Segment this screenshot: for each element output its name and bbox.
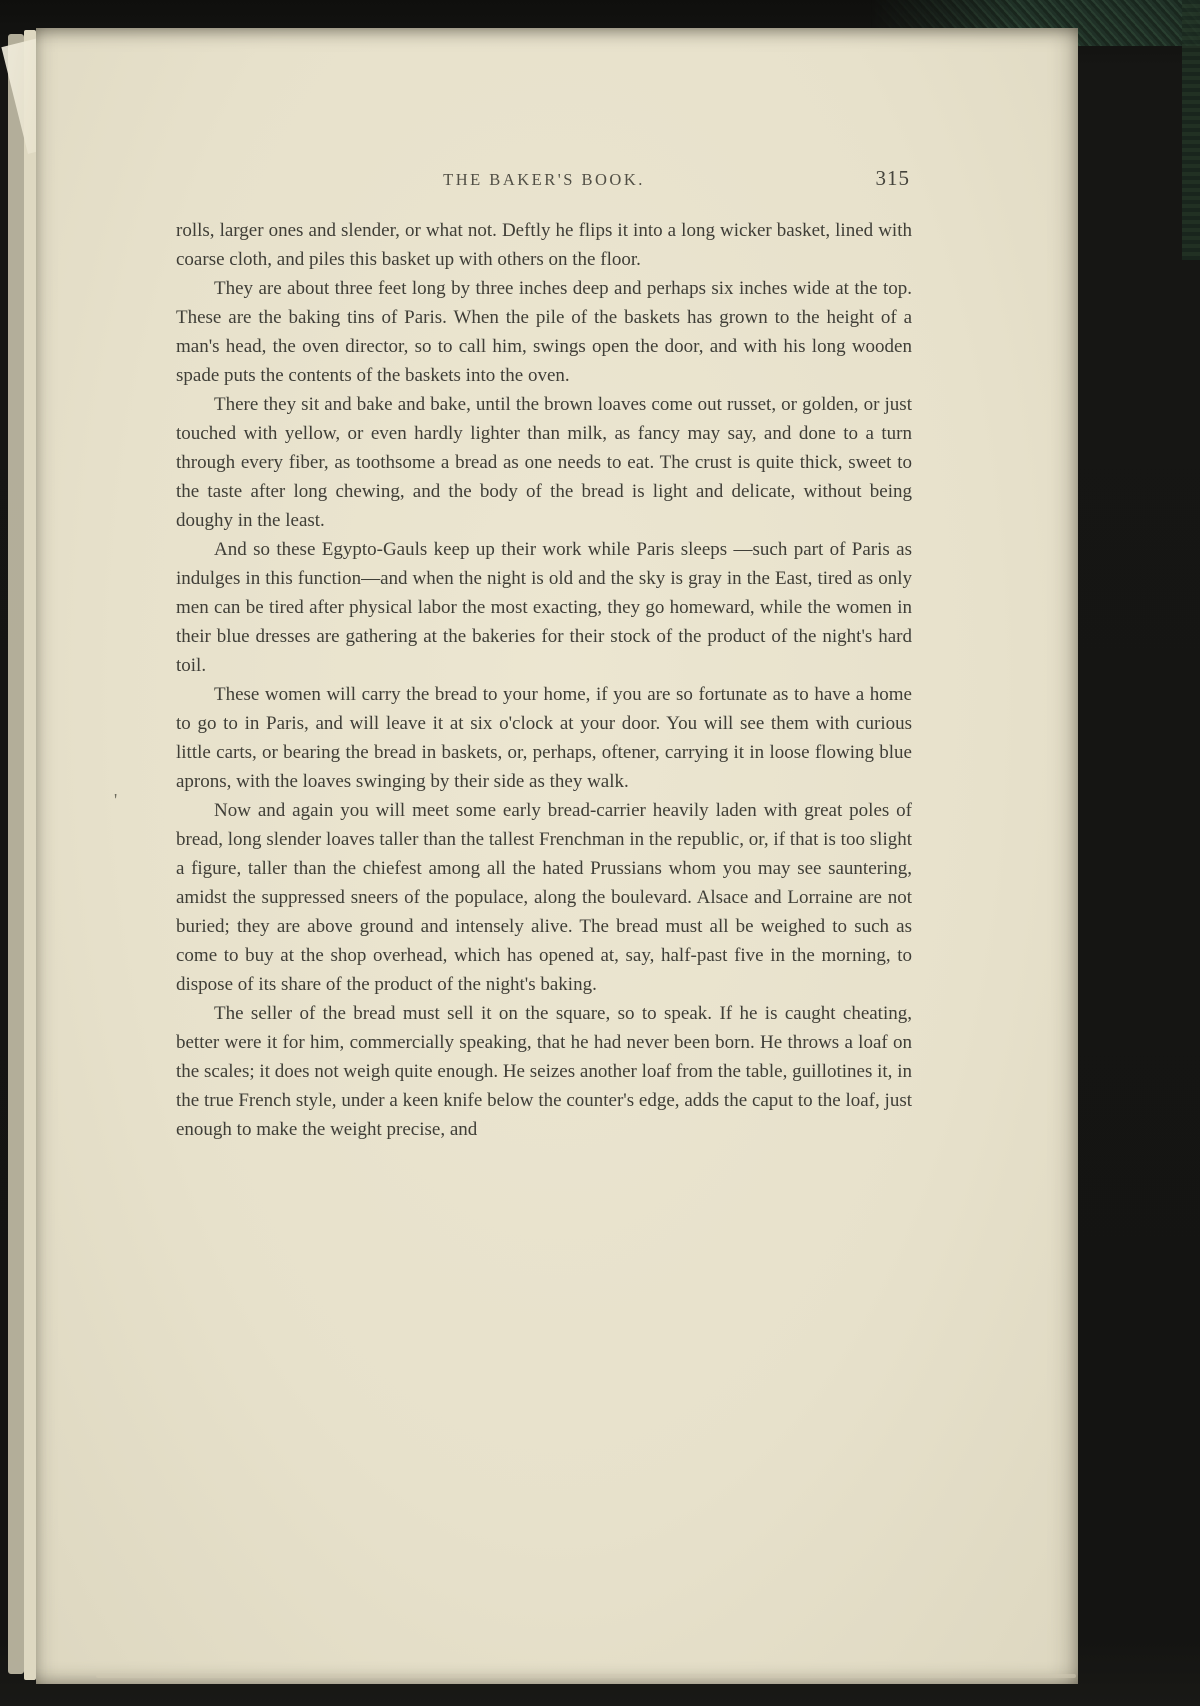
book-page	[36, 28, 1078, 1684]
text-block	[176, 166, 912, 1144]
page-header	[176, 166, 912, 204]
paragraph: rolls, larger ones and slender, or what not. Deftly he flips it into a long wicker basket, lined with coarse cloth, and piles this basket up with others on the floor.	[176, 220, 912, 270]
running-title: THE BAKER'S BOOK.	[443, 170, 645, 189]
paragraph: The seller of the bread must sell it on the square, so to speak. If he is caught cheating, better were it for him, commercially speaking, that he had never been born. He throws a loaf on the scales; it does not weigh quite enough. He seizes another loaf from the table, guillotines it, in the true French style, under a keen knife below the counter's edge, adds the caput to the loaf, just enough to make the weight precise, and	[176, 1003, 912, 1140]
paragraph: They are about three feet long by three inches deep and perhaps six inches wide at the top. These are the baking tins of Paris. When the pile of the baskets has grown to the height of a man's head, the oven director, so to call him, swings open the door, and with his long wooden spade puts the contents of the baskets into the oven.	[176, 278, 912, 386]
paragraph: There they sit and bake and bake, until the brown loaves come out russet, or golden, or just touched with yellow, or even hardly lighter than milk, as fancy may say, and done to a turn through every fiber, as toothsome a bread as one needs to eat. The crust is quite thick, sweet to the taste after long chewing, and the body of the bread is light and delicate, without being doughy in the least.	[176, 394, 912, 531]
body-text	[176, 216, 912, 1144]
page-number: 315	[875, 166, 910, 190]
page-bottom-edge	[96, 1674, 1076, 1678]
stacked-page-edge	[8, 34, 24, 1674]
paragraph: Now and again you will meet some early bread-carrier heavily laden with great poles of bread, long slender loaves taller than the tallest Frenchman in the republic, or, if that is too slight a figure, taller than the chiefest among all the hated Prussians whom you may see sauntering, amidst the suppressed sneers of the populace, along the boulevard. Alsace and Lorraine are not buried; they are above ground and intensely alive. The bread must all be weighed to such as come to buy at the shop overhead, which has opened at, say, half-past five in the morning, to dispose of its share of the product of the night's baking.	[176, 800, 912, 995]
paragraph: These women will carry the bread to your home, if you are so fortunate as to have a home to go to in Paris, and will leave it at six o'clock at your door. You will see them with curious little carts, or bearing the bread in baskets, or, perhaps, oftener, carrying it in loose flowing blue aprons, with the loaves swinging by their side as they walk.	[176, 684, 912, 792]
stray-margin-mark: '	[114, 790, 118, 810]
book-binding-right-edge	[1182, 0, 1200, 260]
stacked-page-edge	[24, 30, 36, 1680]
paragraph: And so these Egypto-Gauls keep up their work while Paris sleeps —such part of Paris as indulges in this function—and when the night is old and the sky is gray in the East, tired as only men can be tired after physical labor the most exacting, they go homeward, while the women in their blue dresses are gathering at the bakeries for their stock of the product of the night's hard toil.	[176, 539, 912, 676]
